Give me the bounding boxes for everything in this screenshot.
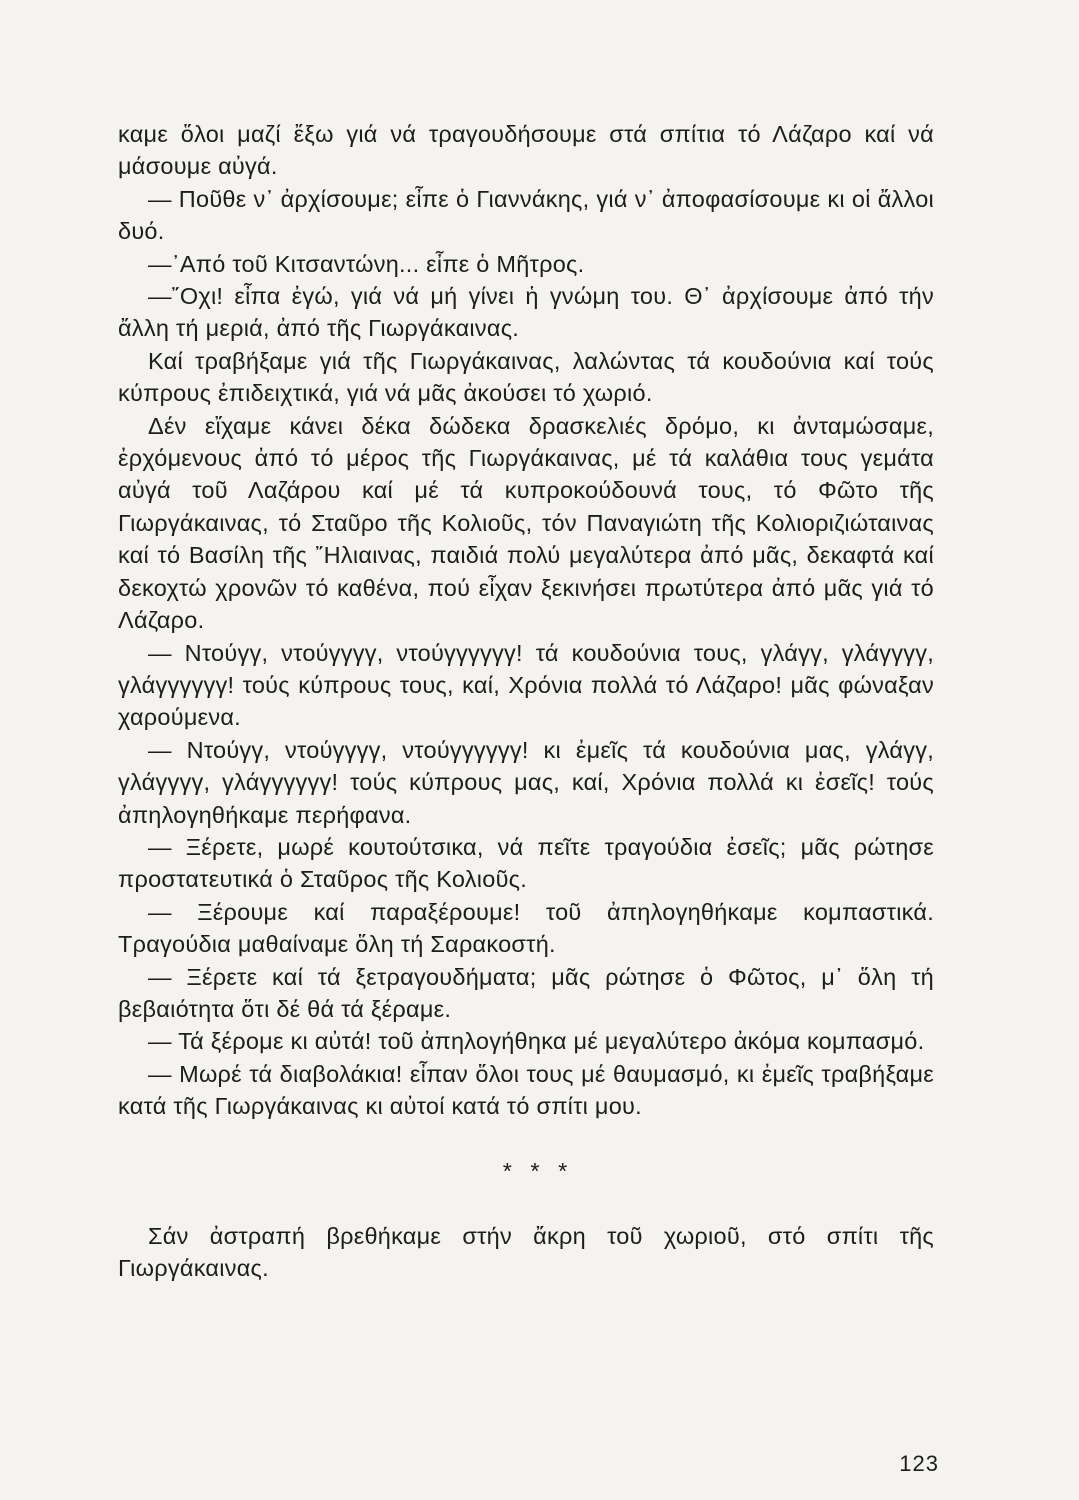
paragraph: — Ντούγγ, ντούγγγγ, ντούγγγγγγ! τά κουδούνια τους, γλάγγ, γλάγγγγ, γλάγγγγγγ! τούς κύπρους τους, καί, Χρόνια πολλά τό Λάζαρο! μᾶς φώναξαν χαρούμενα. [118, 639, 934, 731]
paragraph: — Τά ξέρομε κι αὐτά! τοῦ ἀπηλογήθηκα μέ μεγαλύτερο ἀκόμα κομπασμό. [148, 1028, 925, 1055]
paragraph: — Ξέρετε καί τά ξετραγουδήματα; μᾶς ρώτησε ὁ Φῶτος, μ᾽ ὅλη τή βεβαιότητα ὅτι δέ θά τά ξέραμε. [118, 963, 934, 1022]
paragraph: —῎Οχι! εἶπα ἐγώ, γιά νά μή γίνει ἡ γνώμη του. Θ᾽ ἀρχίσουμε ἀπό τήν ἄλλη τή μεριά, ἀπό τῆς Γιωργάκαινας. [118, 283, 934, 342]
paragraph: — Ντούγγ, ντούγγγγ, ντούγγγγγγ! κι ἐμεῖς τά κουδούνια μας, γλάγγ, γλάγγγγ, γλάγγγγγγ! τούς κύπρους μας, καί, Χρόνια πολλά κι ἐσεῖς! τούς ἀπηλογηθήκαμε περήφανα. [118, 736, 934, 828]
paragraph: — Ξέρουμε καί παραξέρουμε! τοῦ ἀπηλογηθήκαμε κομπαστικά. Τραγούδια μαθαίναμε ὅλη τή Σαρακοστή. [118, 898, 934, 958]
paragraph: Δέν εἴχαμε κάνει δέκα δώδεκα δρασκελιές δρόμο, κι ἀνταμώσαμε, ἐρχόμενους ἀπό τό μέρος τῆς Γιωργάκαινας, μέ τά καλάθια τους γεμάτα αὐγά τοῦ Λαζάρου καί μέ τά κυπροκούδουνά τους, τό Φῶτο τῆς Γιωργάκαινας, τό Σταῦρο τῆς Κολιοῦς, τόν Παναγιώτη τῆς Κολιοριζιώταινας καί τό Βασίλη τῆς ῎Ηλιαινας, παιδιά πολύ μεγαλύτερα ἀπό μᾶς, δεκαφτά καί δεκοχτώ χρονῶν τό καθένα, πού εἶχαν ξεκινήσει πρωτύτερα ἀπό μᾶς γιά τό Λάζαρο. [118, 412, 934, 634]
section-spacer [118, 1123, 934, 1155]
section-spacer [118, 1187, 934, 1219]
page-number: 123 [899, 1451, 939, 1476]
body-text [118, 118, 934, 1285]
paragraph: καμε ὅλοι μαζί ἔξω γιά νά τραγουδήσουμε στά σπίτια τό Λάζαρο καί νά μάσουμε αὐγά. [118, 121, 934, 180]
section-separator: * * * [502, 1157, 574, 1184]
paragraph: —᾽Από τοῦ Κιτσαντώνη... εἶπε ὁ Μῆτρος. [148, 250, 585, 277]
closing-paragraph: Σάν ἀστραπή βρεθήκαμε στήν ἄκρη τοῦ χωριοῦ, στό σπίτι τῆς Γιωργάκαινας. [118, 1222, 934, 1282]
paragraph: — Μωρέ τά διαβολάκια! εἶπαν ὅλοι τους μέ θαυμασμό, κι ἐμεῖς τραβήξαμε κατά τῆς Γιωργάκαινας κι αὐτοί κατά τό σπίτι μου. [118, 1060, 934, 1120]
paragraph: Καί τραβήξαμε γιά τῆς Γιωργάκαινας, λαλώντας τά κουδούνια καί τούς κύπρους ἐπιδειχτικά, γιά νά μᾶς ἀκούσει τό χωριό. [118, 347, 934, 407]
paragraph: — Ξέρετε, μωρέ κουτούτσικα, νά πεῖτε τραγούδια ἐσεῖς; μᾶς ρώτησε προστατευτικά ὁ Σταῦρος τῆς Κολιοῦς. [118, 833, 934, 893]
paragraph: — Ποῦθε ν᾽ ἀρχίσουμε; εἶπε ὁ Γιαννάκης, γιά ν᾽ ἀποφασίσουμε κι οἱ ἄλλοι δυό. [118, 185, 934, 245]
